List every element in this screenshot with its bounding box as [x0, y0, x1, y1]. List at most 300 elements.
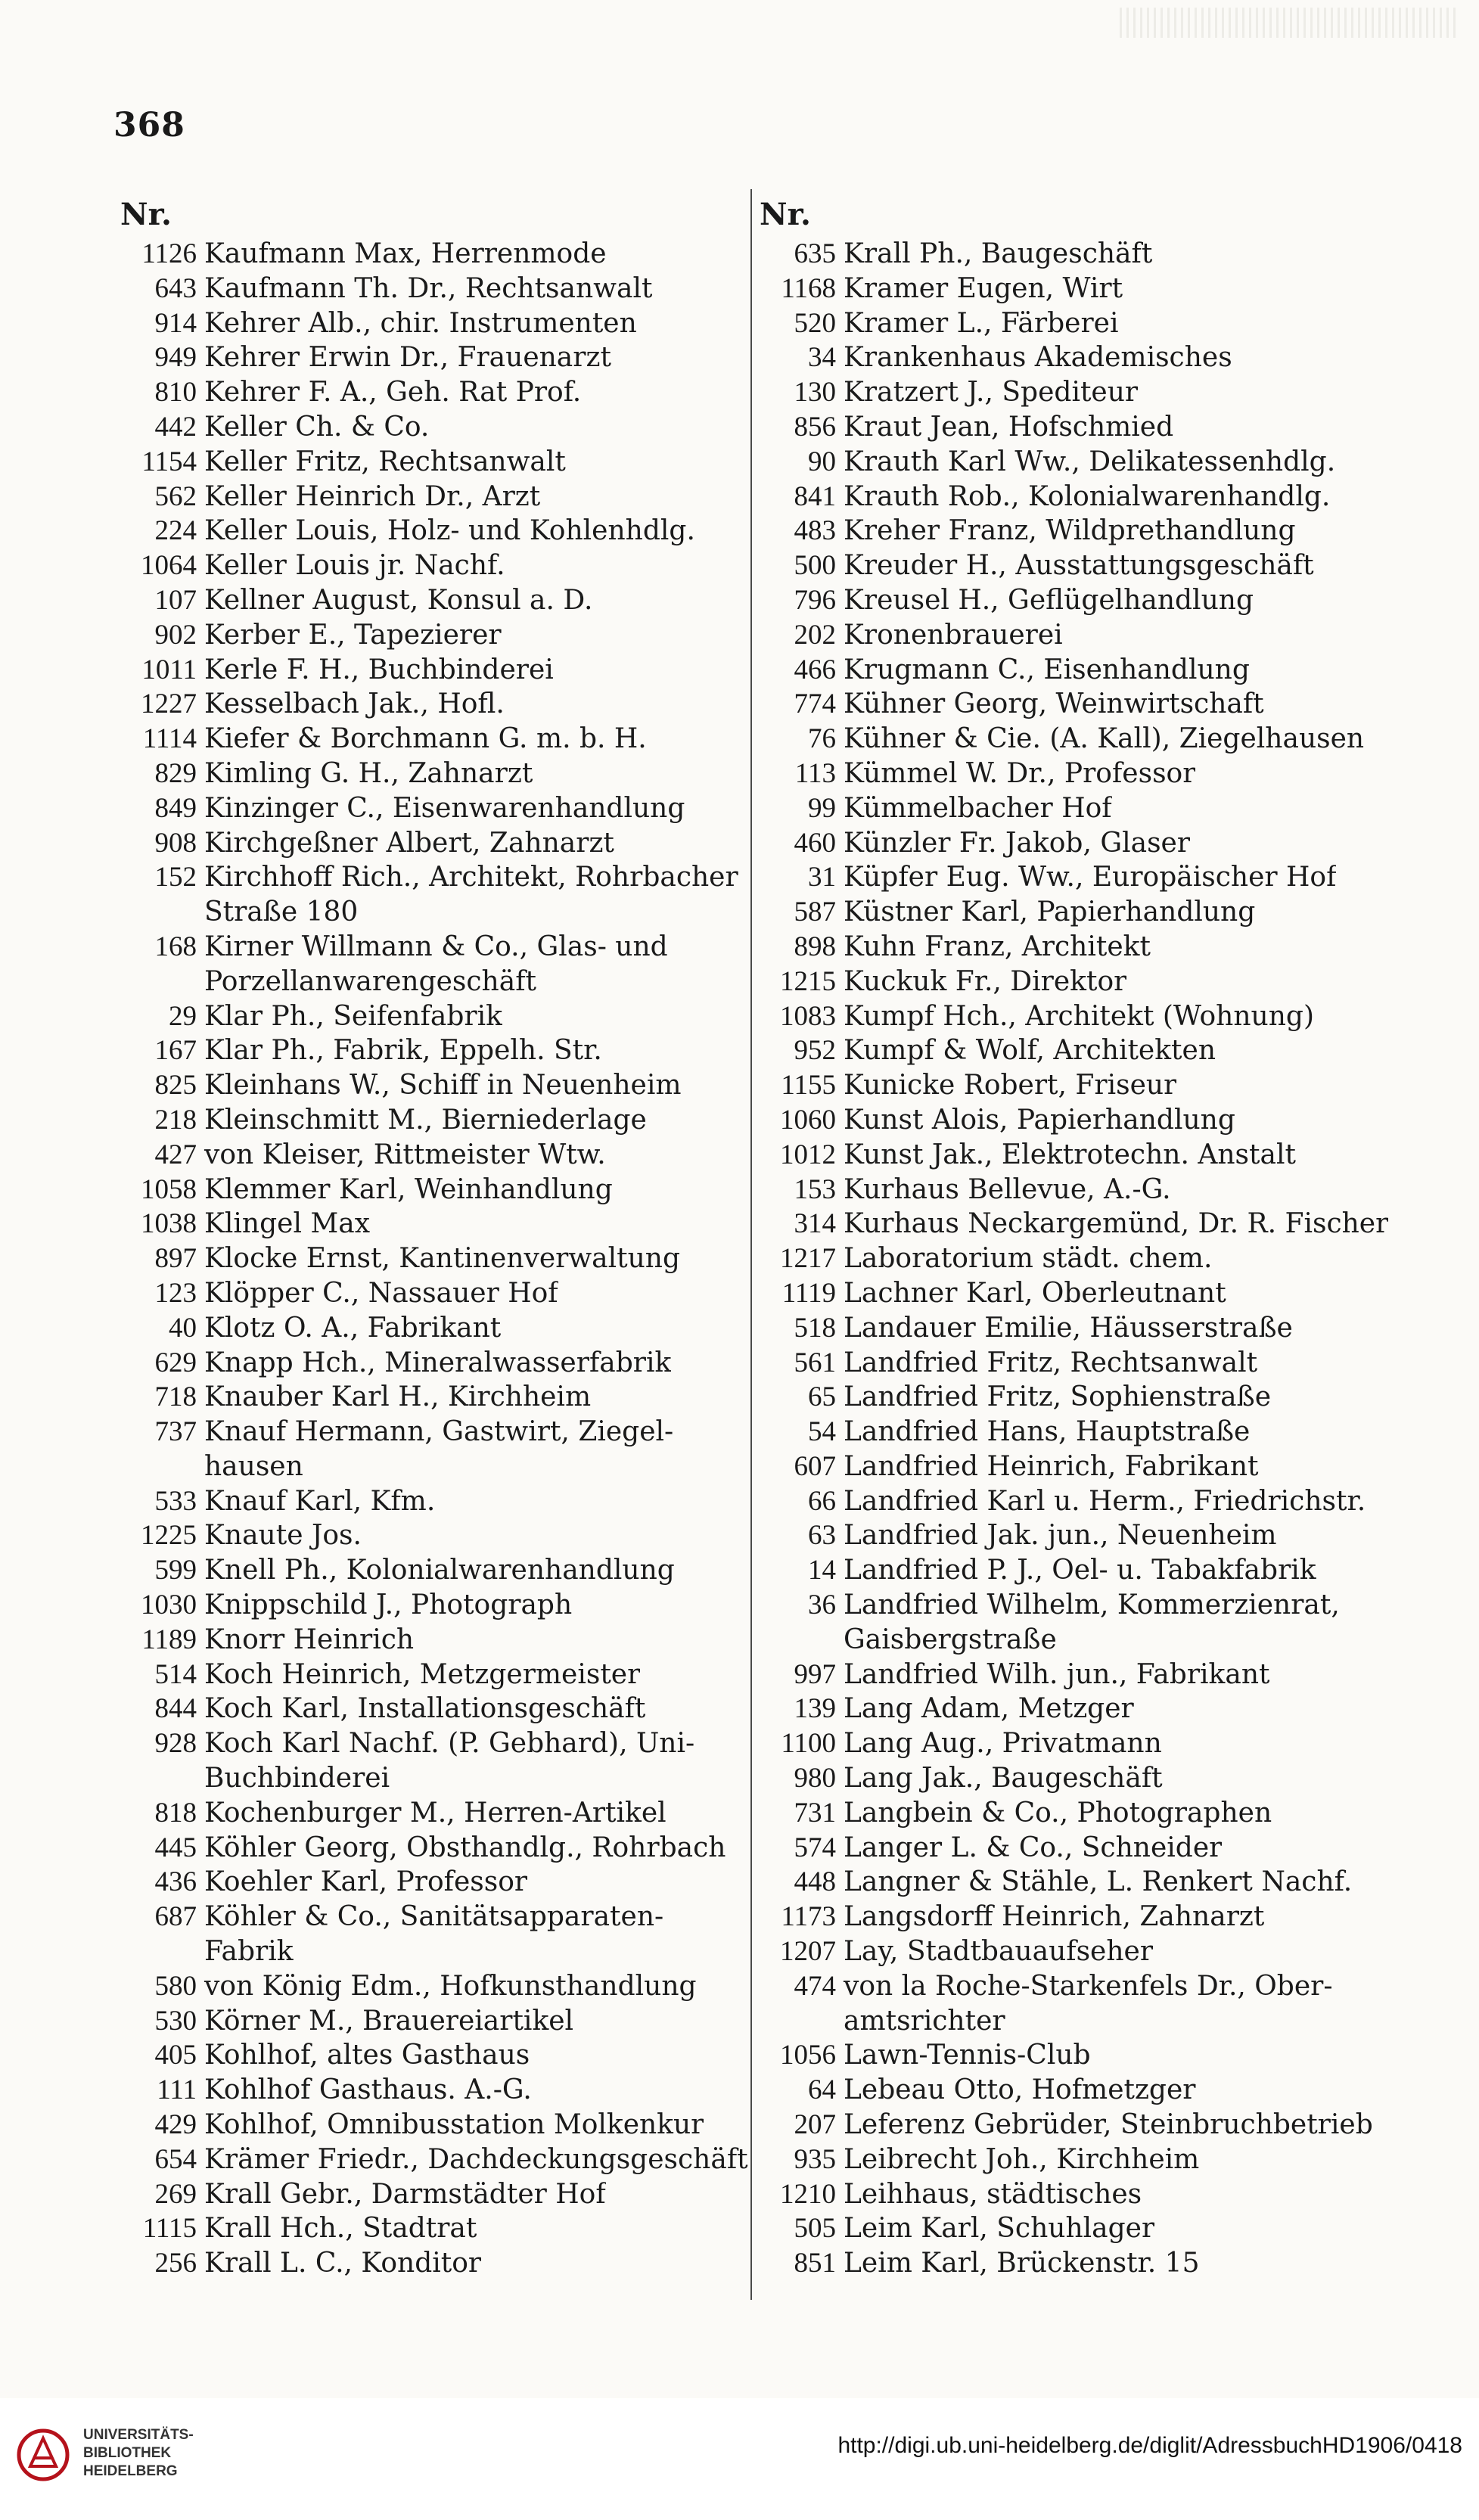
entry-text: Landfried Wilhelm, Kommerzienrat, [844, 1589, 1340, 1621]
directory-entry [757, 2038, 1392, 2073]
entry-text: Kirner Willmann & Co., Glas- und [204, 931, 668, 962]
directory-entry [117, 1969, 753, 2004]
entry-text: Kleinhans W., Schiff in Neuenheim [204, 1070, 682, 1102]
directory-entry [757, 2004, 1392, 2039]
entry-continuation: amtsrichter [844, 2005, 1005, 2037]
entry-number: 1210 [780, 2178, 836, 2210]
entry-number: 405 [154, 2040, 197, 2071]
entry-text: Lang Adam, Metzger [844, 1693, 1134, 1725]
directory-entry [117, 1588, 753, 1623]
entry-number: 737 [154, 1416, 197, 1448]
entry-text: Klocke Ernst, Kantinenverwaltung [204, 1243, 681, 1275]
directory-entry [117, 2073, 753, 2108]
entry-number: 466 [794, 654, 836, 685]
entry-text: Krall Ph., Baugeschäft [844, 238, 1153, 269]
directory-entry [117, 272, 753, 306]
entry-text: Kaufmann Max, Herrenmode [204, 238, 607, 269]
entry-number: 427 [154, 1139, 197, 1170]
entry-number: 518 [794, 1312, 836, 1344]
entry-continuation: Buchbinderei [204, 1763, 390, 1794]
entry-text: Lay, Stadtbauaufseher [844, 1936, 1154, 1968]
directory-entry [757, 1103, 1392, 1138]
directory-entry [117, 1207, 753, 1241]
entry-text: Krall Hch., Stadtrat [204, 2213, 477, 2245]
entry-number: 1154 [141, 446, 197, 477]
directory-entry [117, 2004, 753, 2039]
entry-text: Kohlhof, altes Gasthaus [204, 2040, 530, 2071]
entry-text: Kimling G. H., Zahnarzt [204, 757, 533, 789]
entry-text: Knorr Heinrich [204, 1624, 415, 1655]
entry-number: 1056 [780, 2040, 836, 2071]
entry-number: 64 [808, 2074, 836, 2106]
directory-entry [757, 860, 1392, 895]
directory-entry [117, 895, 753, 930]
directory-entry [757, 791, 1392, 826]
directory-entry [117, 1173, 753, 1207]
entry-text: Lawn-Tennis-Club [844, 2040, 1091, 2071]
entry-number: 1189 [141, 1624, 197, 1655]
entry-number: 1207 [780, 1936, 836, 1968]
entry-number: 856 [794, 411, 836, 443]
directory-entry [757, 1484, 1392, 1519]
entry-list [117, 237, 753, 2281]
directory-entry [117, 653, 753, 688]
entry-text: Landfried Heinrich, Fabrikant [844, 1450, 1259, 1482]
directory-entry [757, 965, 1392, 999]
entry-text: Klar Ph., Fabrik, Eppelh. Str. [204, 1035, 602, 1067]
directory-entry [757, 1346, 1392, 1381]
entry-text: Knauber Karl H., Kirchheim [204, 1381, 592, 1413]
column-header: Nr. [760, 197, 811, 232]
entry-text: Kratzert J., Spediteur [844, 377, 1139, 409]
source-url[interactable]: http://digi.ub.uni-heidelberg.de/diglit/AdressbuchHD1906/0418 [837, 2433, 1462, 2458]
entry-number: 1217 [780, 1243, 836, 1275]
directory-entry [757, 1380, 1392, 1415]
entry-text: Köhler Georg, Obsthandlg., Rohrbach [204, 1832, 726, 1863]
entry-number: 654 [154, 2143, 197, 2175]
directory-entry [757, 445, 1392, 480]
directory-entry [117, 1658, 753, 1692]
directory-entry [757, 1865, 1392, 1900]
entry-number: 314 [794, 1208, 836, 1240]
entry-text: Knauf Hermann, Gastwirt, Ziegel- [204, 1416, 674, 1448]
entry-number: 1119 [781, 1277, 836, 1309]
entry-text: Kesselbach Jak., Hofl. [204, 688, 505, 720]
entry-text: Kleinschmitt M., Bierniederlage [204, 1104, 647, 1136]
entry-number: 1126 [141, 238, 197, 269]
entry-number: 269 [154, 2178, 197, 2210]
footer [0, 2398, 1479, 2520]
entry-number: 898 [794, 931, 836, 962]
directory-entry [117, 2211, 753, 2246]
entry-text: Knell Ph., Kolonialwarenhandlung [204, 1555, 675, 1586]
entry-number: 460 [794, 827, 836, 859]
directory-entry [757, 2177, 1392, 2212]
directory-entry [117, 1553, 753, 1588]
entry-text: Kerber E., Tapezierer [204, 619, 502, 651]
entry-number: 1011 [141, 654, 197, 685]
entry-text: Küstner Karl, Papierhandlung [844, 896, 1256, 928]
directory-entry [757, 687, 1392, 722]
entry-text: Kerle F. H., Buchbinderei [204, 654, 554, 685]
entry-number: 997 [794, 1658, 836, 1690]
entry-number: 629 [154, 1347, 197, 1378]
entry-number: 1114 [142, 723, 197, 755]
entry-number: 1038 [141, 1208, 197, 1240]
directory-entry [757, 1033, 1392, 1068]
entry-text: Landfried Jak. jun., Neuenheim [844, 1520, 1277, 1552]
entry-text: Kraut Jean, Hofschmied [844, 411, 1174, 443]
entry-number: 818 [154, 1797, 197, 1829]
entry-number: 99 [808, 792, 836, 824]
directory-entry [117, 757, 753, 791]
entry-text: Kreuder H., Ausstattungsgeschäft [844, 550, 1314, 582]
directory-entry [117, 930, 753, 965]
entry-text: Kellner August, Konsul a. D. [204, 584, 593, 616]
entry-number: 562 [154, 480, 197, 512]
entry-number: 841 [794, 480, 836, 512]
entry-number: 607 [794, 1450, 836, 1482]
directory-entry [117, 306, 753, 341]
entry-number: 1030 [141, 1589, 197, 1621]
entry-number: 31 [808, 862, 836, 893]
entry-text: Koehler Karl, Professor [204, 1866, 528, 1898]
entry-number: 914 [154, 307, 197, 339]
entry-text: Kirchgeßner Albert, Zahnarzt [204, 827, 614, 859]
entry-number: 849 [154, 792, 197, 824]
entry-text: Krauth Rob., Kolonialwarenhandlg. [844, 480, 1331, 512]
entry-number: 1100 [781, 1728, 836, 1760]
entry-text: Langsdorff Heinrich, Zahnarzt [844, 1901, 1265, 1933]
directory-entry [757, 2142, 1392, 2177]
entry-list [757, 237, 1392, 2281]
directory-entry [757, 1658, 1392, 1692]
entry-text: von Kleiser, Rittmeister Wtw. [204, 1139, 606, 1170]
entry-text: Kunst Jak., Elektrotechn. Anstalt [844, 1139, 1296, 1170]
entry-text: Klöpper C., Nassauer Hof [204, 1277, 558, 1309]
entry-text: Körner M., Brauereiartikel [204, 2005, 574, 2037]
entry-number: 448 [794, 1866, 836, 1898]
entry-number: 442 [154, 411, 197, 443]
entry-number: 1083 [780, 1000, 836, 1032]
entry-text: Leim Karl, Brückenstr. 15 [844, 2248, 1200, 2279]
directory-entry [117, 1518, 753, 1553]
directory-entry [757, 272, 1392, 306]
entry-number: 897 [154, 1243, 197, 1275]
entry-text: Kramer L., Färberei [844, 307, 1119, 339]
entry-number: 202 [794, 619, 836, 651]
directory-entry [117, 375, 753, 410]
entry-text: Keller Ch. & Co. [204, 411, 430, 443]
directory-entry [757, 306, 1392, 341]
directory-entry [117, 1484, 753, 1519]
entry-number: 825 [154, 1070, 197, 1102]
directory-entry [757, 2246, 1392, 2281]
entry-number: 224 [154, 515, 197, 547]
directory-entry [757, 1969, 1392, 2004]
directory-entry [757, 618, 1392, 653]
directory-entry [117, 722, 753, 757]
directory-entry [117, 1103, 753, 1138]
entry-text: Leferenz Gebrüder, Steinbruchbetrieb [844, 2109, 1373, 2141]
library-name-line: HEIDELBERG [83, 2463, 178, 2479]
directory-entry [757, 340, 1392, 375]
directory-entry [757, 1518, 1392, 1553]
directory-entry [757, 1276, 1392, 1311]
directory-entry [117, 2038, 753, 2073]
entry-text: Kurhaus Bellevue, A.-G. [844, 1173, 1171, 1205]
library-name-line: BIBLIOTHEK [83, 2445, 172, 2461]
directory-entry [117, 237, 753, 272]
entry-text: Kaufmann Th. Dr., Rechtsanwalt [204, 272, 653, 304]
entry-text: Kehrer Erwin Dr., Frauenarzt [204, 342, 611, 374]
directory-entry [757, 480, 1392, 514]
entry-text: Koch Karl Nachf. (P. Gebhard), Uni- [204, 1728, 695, 1760]
directory-entry [117, 548, 753, 583]
directory-entry [117, 1900, 753, 1934]
entry-number: 1173 [781, 1901, 836, 1933]
entry-number: 139 [794, 1693, 836, 1725]
entry-number: 928 [154, 1728, 197, 1760]
directory-entry [757, 1692, 1392, 1726]
entry-text: Knapp Hch., Mineralwasserfabrik [204, 1347, 672, 1378]
entry-number: 1225 [141, 1520, 197, 1552]
directory-entry [117, 2142, 753, 2177]
entry-number: 445 [154, 1832, 197, 1863]
directory-entry [757, 1761, 1392, 1796]
entry-number: 908 [154, 827, 197, 859]
directory-entry [757, 1450, 1392, 1484]
entry-number: 34 [808, 342, 836, 374]
entry-number: 40 [169, 1312, 197, 1344]
entry-text: Kiefer & Borchmann G. m. b. H. [204, 723, 647, 755]
entry-text: Küpfer Eug. Ww., Europäischer Hof [844, 862, 1337, 893]
directory-entry [117, 1346, 753, 1381]
entry-number: 429 [154, 2109, 197, 2141]
entry-number: 949 [154, 342, 197, 374]
entry-number: 533 [154, 1485, 197, 1517]
directory-entry [757, 1173, 1392, 1207]
entry-text: Kohlhof Gasthaus. A.-G. [204, 2074, 532, 2106]
entry-text: Koch Karl, Installationsgeschäft [204, 1693, 646, 1725]
directory-entry [757, 653, 1392, 688]
directory-entry [117, 826, 753, 861]
entry-text: Kreher Franz, Wildprethandlung [844, 515, 1296, 547]
entry-number: 1115 [142, 2213, 197, 2245]
entry-number: 952 [794, 1035, 836, 1067]
entry-number: 796 [794, 584, 836, 616]
entry-text: Kumpf & Wolf, Architekten [844, 1035, 1216, 1067]
entry-text: Leim Karl, Schuhlager [844, 2213, 1155, 2245]
entry-number: 123 [154, 1277, 197, 1309]
entry-number: 76 [808, 723, 836, 755]
directory-entry [117, 1068, 753, 1103]
entry-number: 63 [808, 1520, 836, 1552]
directory-entry [117, 1311, 753, 1346]
entry-text: Kinzinger C., Eisenwarenhandlung [204, 792, 685, 824]
directory-entry [117, 1726, 753, 1761]
directory-entry [757, 999, 1392, 1034]
directory-entry [757, 1623, 1392, 1658]
directory-entry [117, 1623, 753, 1658]
library-name-line: UNIVERSITÄTS- [83, 2427, 194, 2443]
entry-number: 851 [794, 2248, 836, 2279]
directory-entry [757, 1726, 1392, 1761]
entry-text: Köhler & Co., Sanitätsapparaten- [204, 1901, 664, 1933]
entry-number: 810 [154, 377, 197, 409]
entry-text: Landfried P. J., Oel- u. Tabakfabrik [844, 1555, 1316, 1586]
directory-entry [117, 1692, 753, 1726]
directory-entry [757, 1138, 1392, 1173]
entry-number: 1064 [141, 550, 197, 582]
entry-text: Kümmel W. Dr., Professor [844, 757, 1196, 789]
entry-text: Knippschild J., Photograph [204, 1589, 573, 1621]
directory-entry [117, 514, 753, 548]
entry-text: Leibrecht Joh., Kirchheim [844, 2143, 1200, 2175]
entry-text: Kreusel H., Geflügelhandlung [844, 584, 1254, 616]
directory-entry [757, 757, 1392, 791]
entry-number: 1168 [781, 272, 836, 304]
entry-text: Keller Louis jr. Nachf. [204, 550, 505, 582]
directory-entry [117, 1865, 753, 1900]
entry-number: 514 [154, 1658, 197, 1690]
entry-text: Keller Heinrich Dr., Arzt [204, 480, 541, 512]
directory-entry [117, 860, 753, 895]
entry-text: Keller Fritz, Rechtsanwalt [204, 446, 566, 477]
entry-continuation: Straße 180 [204, 896, 359, 928]
entry-number: 167 [154, 1035, 197, 1067]
entry-number: 1058 [141, 1173, 197, 1205]
directory-entry [117, 445, 753, 480]
entry-number: 218 [154, 1104, 197, 1136]
entry-text: Landfried Hans, Hauptstraße [844, 1416, 1251, 1448]
entry-text: Lachner Karl, Oberleutnant [844, 1277, 1226, 1309]
directory-entry [757, 1831, 1392, 1866]
entry-text: Leihhaus, städtisches [844, 2178, 1142, 2210]
directory-entry [757, 1934, 1392, 1969]
entry-text: Krauth Karl Ww., Delikatessenhdlg. [844, 446, 1336, 477]
entry-continuation: hausen [204, 1450, 303, 1482]
entry-text: Landauer Emilie, Häusserstraße [844, 1312, 1293, 1344]
entry-number: 574 [794, 1832, 836, 1863]
entry-text: Kuhn Franz, Architekt [844, 931, 1151, 962]
directory-entry [117, 1934, 753, 1969]
directory-entry [117, 1450, 753, 1484]
directory-entry [757, 1553, 1392, 1588]
directory-entry [117, 791, 753, 826]
directory-entry [117, 1033, 753, 1068]
entry-number: 1060 [780, 1104, 836, 1136]
directory-entry [117, 480, 753, 514]
entry-text: Kumpf Hch., Architekt (Wohnung) [844, 1000, 1314, 1032]
directory-entry [757, 237, 1392, 272]
entry-text: Landfried Fritz, Rechtsanwalt [844, 1347, 1258, 1378]
directory-entry [757, 375, 1392, 410]
directory-entry [117, 2177, 753, 2212]
entry-text: Krall L. C., Konditor [204, 2248, 482, 2279]
entry-number: 111 [157, 2074, 197, 2106]
entry-number: 731 [794, 1797, 836, 1829]
entry-text: Keller Louis, Holz- und Kohlenhdlg. [204, 515, 695, 547]
directory-entry [757, 1241, 1392, 1276]
entry-number: 844 [154, 1693, 197, 1725]
entry-number: 90 [808, 446, 836, 477]
entry-text: Kohlhof, Omnibusstation Molkenkur [204, 2109, 704, 2141]
entry-number: 902 [154, 619, 197, 651]
entry-number: 66 [808, 1485, 836, 1517]
directory-entry [757, 930, 1392, 965]
directory-entry [757, 826, 1392, 861]
directory-entry [117, 1415, 753, 1450]
directory-entry [117, 687, 753, 722]
left-column [117, 193, 753, 2281]
entry-number: 1155 [781, 1070, 836, 1102]
entry-text: Krämer Friedr., Dachdeckungsgeschäft [204, 2143, 748, 2175]
directory-entry [117, 999, 753, 1034]
entry-number: 483 [794, 515, 836, 547]
entry-number: 130 [794, 377, 836, 409]
entry-number: 643 [154, 272, 197, 304]
directory-entry [757, 2108, 1392, 2142]
entry-number: 1215 [780, 965, 836, 997]
entry-number: 718 [154, 1381, 197, 1413]
entry-number: 107 [154, 584, 197, 616]
entry-text: Kehrer F. A., Geh. Rat Prof. [204, 377, 582, 409]
entry-number: 500 [794, 550, 836, 582]
directory-entry [117, 618, 753, 653]
directory-entry [757, 1068, 1392, 1103]
directory-entry [757, 722, 1392, 757]
entry-number: 829 [154, 757, 197, 789]
directory-entry [117, 1761, 753, 1796]
library-seal-icon [17, 2425, 70, 2485]
entry-text: Knaute Jos. [204, 1520, 362, 1552]
directory-entry [757, 2073, 1392, 2108]
entry-number: 687 [154, 1901, 197, 1933]
entry-text: Landfried Fritz, Sophienstraße [844, 1381, 1271, 1413]
entry-number: 935 [794, 2143, 836, 2175]
entry-text: Klingel Max [204, 1208, 371, 1240]
directory-entry [757, 1900, 1392, 1934]
column-header: Nr. [120, 197, 172, 232]
entry-text: Lang Jak., Baugeschäft [844, 1763, 1163, 1794]
entry-text: Kunicke Robert, Friseur [844, 1070, 1177, 1102]
entry-number: 530 [154, 2005, 197, 2037]
right-column [757, 193, 1392, 2281]
entry-number: 36 [808, 1589, 836, 1621]
entry-number: 153 [794, 1173, 836, 1205]
directory-entry [757, 583, 1392, 618]
entry-number: 207 [794, 2109, 836, 2141]
entry-text: Kunst Alois, Papierhandlung [844, 1104, 1235, 1136]
entry-number: 29 [169, 1000, 197, 1032]
directory-entry [117, 1796, 753, 1831]
entry-text: Laboratorium städt. chem. [844, 1243, 1213, 1275]
entry-text: Kochenburger M., Herren-Artikel [204, 1797, 666, 1829]
entry-number: 774 [794, 688, 836, 720]
entry-text: Krall Gebr., Darmstädter Hof [204, 2178, 606, 2210]
entry-number: 65 [808, 1381, 836, 1413]
entry-number: 168 [154, 931, 197, 962]
entry-number: 1012 [780, 1139, 836, 1170]
entry-text: Langner & Stähle, L. Renkert Nachf. [844, 1866, 1353, 1898]
entry-text: Kühner & Cie. (A. Kall), Ziegelhausen [844, 723, 1365, 755]
directory-entry [757, 1415, 1392, 1450]
entry-text: Kramer Eugen, Wirt [844, 272, 1123, 304]
entry-number: 14 [808, 1555, 836, 1586]
entry-text: Kuckuk Fr., Direktor [844, 965, 1127, 997]
entry-text: Langbein & Co., Photographen [844, 1797, 1272, 1829]
